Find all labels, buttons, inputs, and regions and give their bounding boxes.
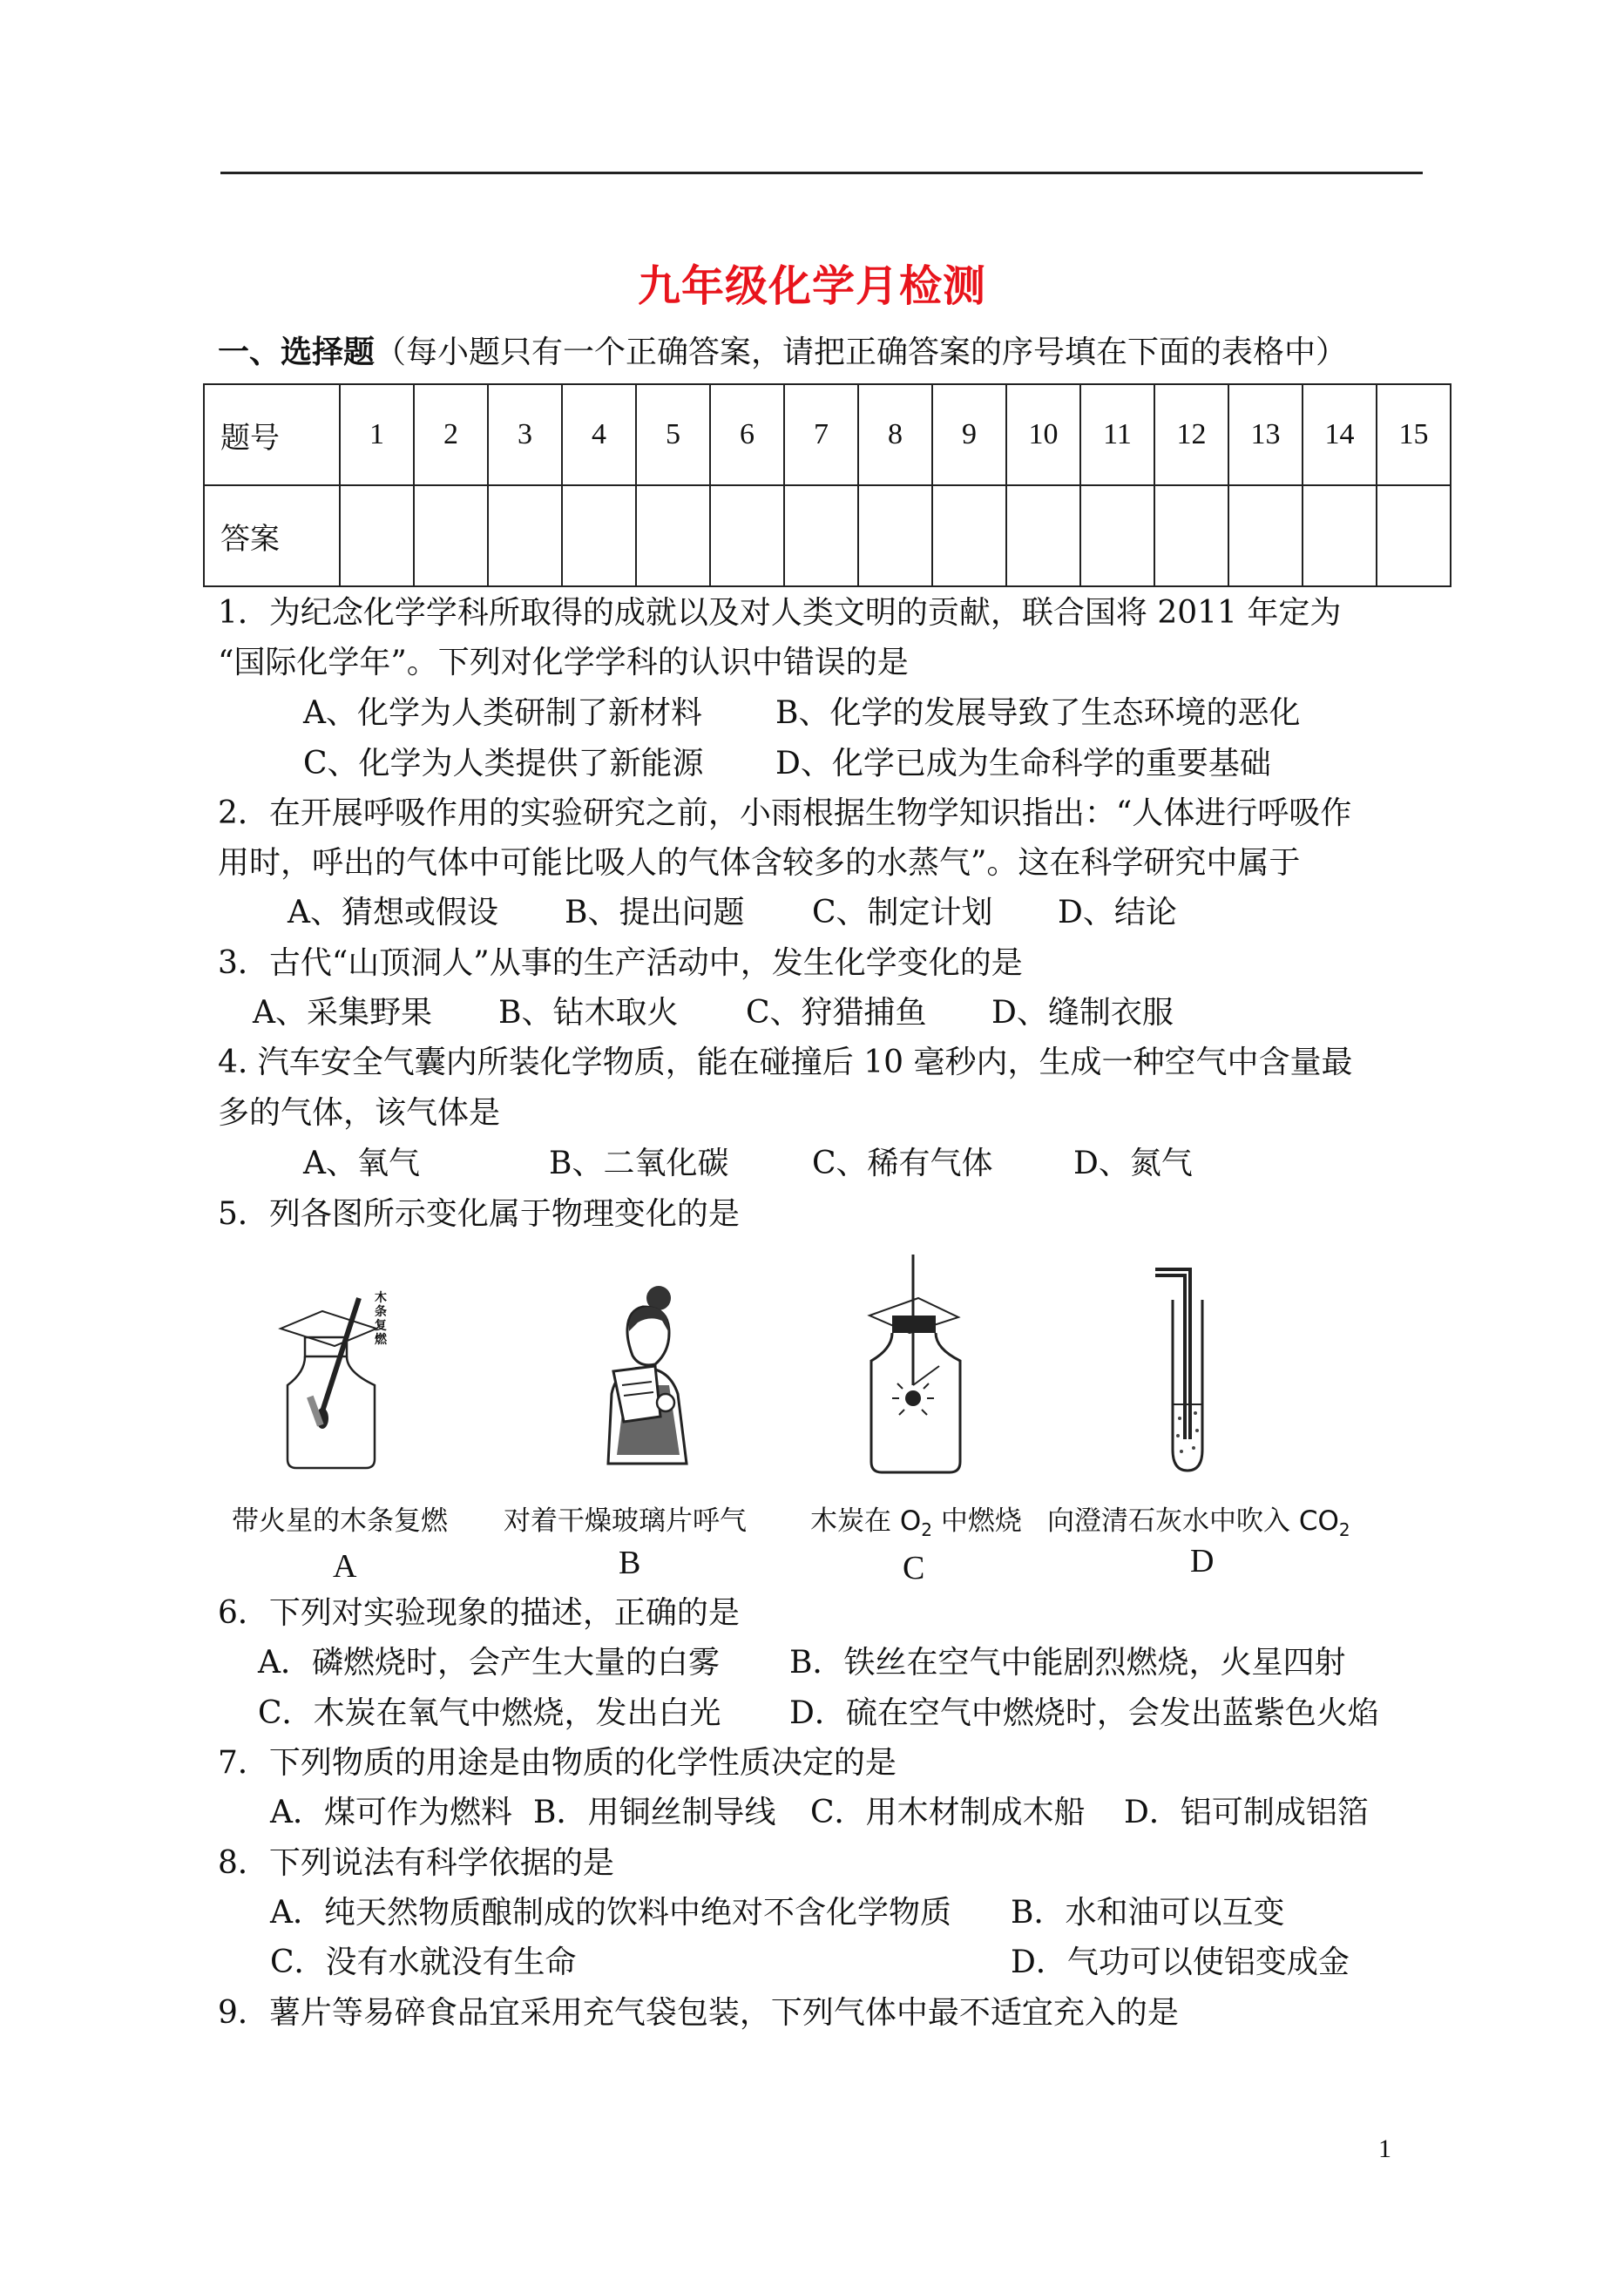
figure-c-caption-text-end: 中燃烧: [932, 1505, 1022, 1537]
q7-option-c: C．用木材制成木船: [810, 1795, 1086, 1830]
q3-option-c: C、狩猎捕鱼: [746, 995, 927, 1031]
question-number: 10: [1006, 384, 1080, 485]
q4-option-c: C、稀有气体: [812, 1146, 993, 1181]
q7-stem: 7．下列物质的用途是由物质的化学性质决定的是: [218, 1745, 897, 1781]
q3-option-d: D、缝制衣服: [991, 995, 1174, 1031]
question-number: 6: [710, 384, 784, 485]
q1-option-c: C、化学为人类提供了新能源: [303, 746, 704, 781]
q2-stem-line1: 2．在开展呼吸作用的实验研究之前，小雨根据生物学知识指出：“人体进行呼吸作: [218, 795, 1352, 831]
figure-a-label: 木条复燃: [375, 1291, 387, 1347]
figure-a-letter: A: [333, 1548, 357, 1585]
q4-option-b: B、二氧化碳: [549, 1146, 729, 1181]
q3-option-a: A、采集野果: [253, 995, 432, 1031]
question-number: 1: [340, 384, 414, 485]
answer-table-header-row: [204, 384, 1451, 485]
page-title: 九年级化学月检测: [637, 260, 986, 311]
q3-option-b: B、钻木取火: [498, 995, 679, 1031]
q9-stem: 9．薯片等易碎食品宜采用充气袋包装，下列气体中最不适宜充入的是: [218, 1995, 1179, 2031]
answer-cell[interactable]: [488, 485, 562, 586]
q2-option-c: C、制定计划: [812, 895, 993, 930]
q8-option-d: D．气功可以使铝变成金: [1011, 1945, 1350, 1980]
question-number: 12: [1154, 384, 1228, 485]
figure-c-charcoal-jar: [852, 1255, 983, 1477]
q4-option-a: A、氧气: [303, 1146, 420, 1181]
question-number: 15: [1377, 384, 1451, 485]
question-number: 2: [414, 384, 488, 485]
answer-cell[interactable]: [1154, 485, 1228, 586]
figure-b-caption: 对着干燥玻璃片呼气: [504, 1505, 747, 1537]
q5-stem: 5．列各图所示变化属于物理变化的是: [218, 1196, 740, 1232]
section-instruction: （每小题只有一个正确答案，请把正确答案的序号填在下面的表格中）: [375, 335, 1348, 370]
q1-stem-line2: “国际化学年”。下列对化学学科的认识中错误的是: [218, 645, 909, 680]
q1-stem-line1: 1．为纪念化学学科所取得的成就以及对人类文明的贡献，联合国将 2011 年定为: [218, 595, 1342, 631]
figure-d-test-tube: [1150, 1265, 1220, 1474]
q1-option-d: D、化学已成为生命科学的重要基础: [775, 746, 1271, 781]
q8-option-a: A．纯天然物质酿制成的饮料中绝对不含化学物质: [270, 1895, 951, 1931]
figure-d-caption-text: 向澄清石灰水中吹入 CO: [1047, 1505, 1339, 1537]
answer-cell[interactable]: [858, 485, 932, 586]
figure-a-caption: 带火星的木条复燃: [232, 1505, 448, 1537]
figure-b-girl-breathing: [582, 1281, 704, 1477]
figure-c-caption-text: 木炭在 O: [810, 1505, 922, 1537]
answer-cell[interactable]: [1228, 485, 1303, 586]
answer-cell[interactable]: [1080, 485, 1154, 586]
section-heading: [218, 333, 1347, 372]
question-number: 3: [488, 384, 562, 485]
figure-d-letter: D: [1190, 1543, 1215, 1579]
question-number: 13: [1228, 384, 1303, 485]
q6-option-a: A．磷燃烧时，会产生大量的白雾: [258, 1645, 720, 1681]
page-number: 1: [1378, 2134, 1391, 2163]
q7-option-a: A．煤可作为燃料: [270, 1795, 512, 1830]
answer-cell[interactable]: [1303, 485, 1377, 586]
question-number: 11: [1080, 384, 1154, 485]
q2-option-d: D、结论: [1058, 895, 1177, 930]
figure-d-caption: [1047, 1498, 1350, 1540]
section-label: 一、选择题: [218, 334, 376, 370]
q4-stem-line2: 多的气体，该气体是: [218, 1095, 501, 1131]
figure-c-caption: [810, 1498, 1022, 1540]
question-number: 8: [858, 384, 932, 485]
q6-stem: 6．下列对实验现象的描述，正确的是: [218, 1595, 740, 1631]
figure-b-letter: B: [619, 1545, 641, 1581]
figure-d-caption-subscript: 2: [1338, 1519, 1350, 1541]
question-number: 14: [1303, 384, 1377, 485]
q2-option-a: A、猜想或假设: [288, 895, 498, 930]
question-number: 4: [562, 384, 636, 485]
answer-cell[interactable]: [1377, 485, 1451, 586]
q8-option-b: B．水和油可以互变: [1011, 1895, 1285, 1931]
figure-c-caption-subscript: 2: [921, 1519, 932, 1541]
q7-option-d: D．铝可制成铝箔: [1124, 1795, 1369, 1830]
answer-cell[interactable]: [932, 485, 1006, 586]
answer-cell[interactable]: [414, 485, 488, 586]
answer-cell[interactable]: [636, 485, 710, 586]
question-number: 5: [636, 384, 710, 485]
question-number: 7: [784, 384, 858, 485]
q3-stem: 3．古代“山顶洞人”从事的生产活动中，发生化学变化的是: [218, 945, 1023, 981]
answer-cell[interactable]: [1006, 485, 1080, 586]
q1-option-b: B、化学的发展导致了生态环境的恶化: [775, 695, 1301, 731]
q6-option-c: C．木炭在氧气中燃烧，发出白光: [258, 1695, 721, 1731]
figure-c-letter: C: [903, 1550, 925, 1586]
q6-option-b: B．铁丝在空气中能剧烈燃烧，火星四射: [789, 1645, 1346, 1681]
answer-cell[interactable]: [562, 485, 636, 586]
question-number: 9: [932, 384, 1006, 485]
row-label-number: 题号: [204, 384, 340, 485]
answer-cell[interactable]: [784, 485, 858, 586]
q6-option-d: D．硫在空气中燃烧时，会发出蓝紫色火焰: [789, 1695, 1379, 1731]
q1-option-a: A、化学为人类研制了新材料: [303, 695, 702, 731]
q7-option-b: B．用铜丝制导线: [533, 1795, 776, 1830]
q8-option-c: C．没有水就没有生命: [270, 1945, 577, 1980]
answer-table-answer-row: [204, 485, 1451, 586]
q2-option-b: B、提出问题: [565, 895, 745, 930]
answer-cell[interactable]: [340, 485, 414, 586]
q8-stem: 8．下列说法有科学依据的是: [218, 1845, 614, 1881]
q2-stem-line2: 用时，呼出的气体中可能比吸人的气体含较多的水蒸气”。这在科学研究中属于: [218, 845, 1301, 881]
row-label-answer: 答案: [204, 485, 340, 586]
q4-option-d: D、氮气: [1073, 1146, 1193, 1181]
header-rule: [220, 172, 1423, 174]
answer-cell[interactable]: [710, 485, 784, 586]
q4-stem-line1: 4. 汽车安全气囊内所装化学物质，能在碰撞后 10 毫秒内，生成一种空气中含量最: [218, 1045, 1353, 1080]
answer-table: [203, 383, 1451, 587]
